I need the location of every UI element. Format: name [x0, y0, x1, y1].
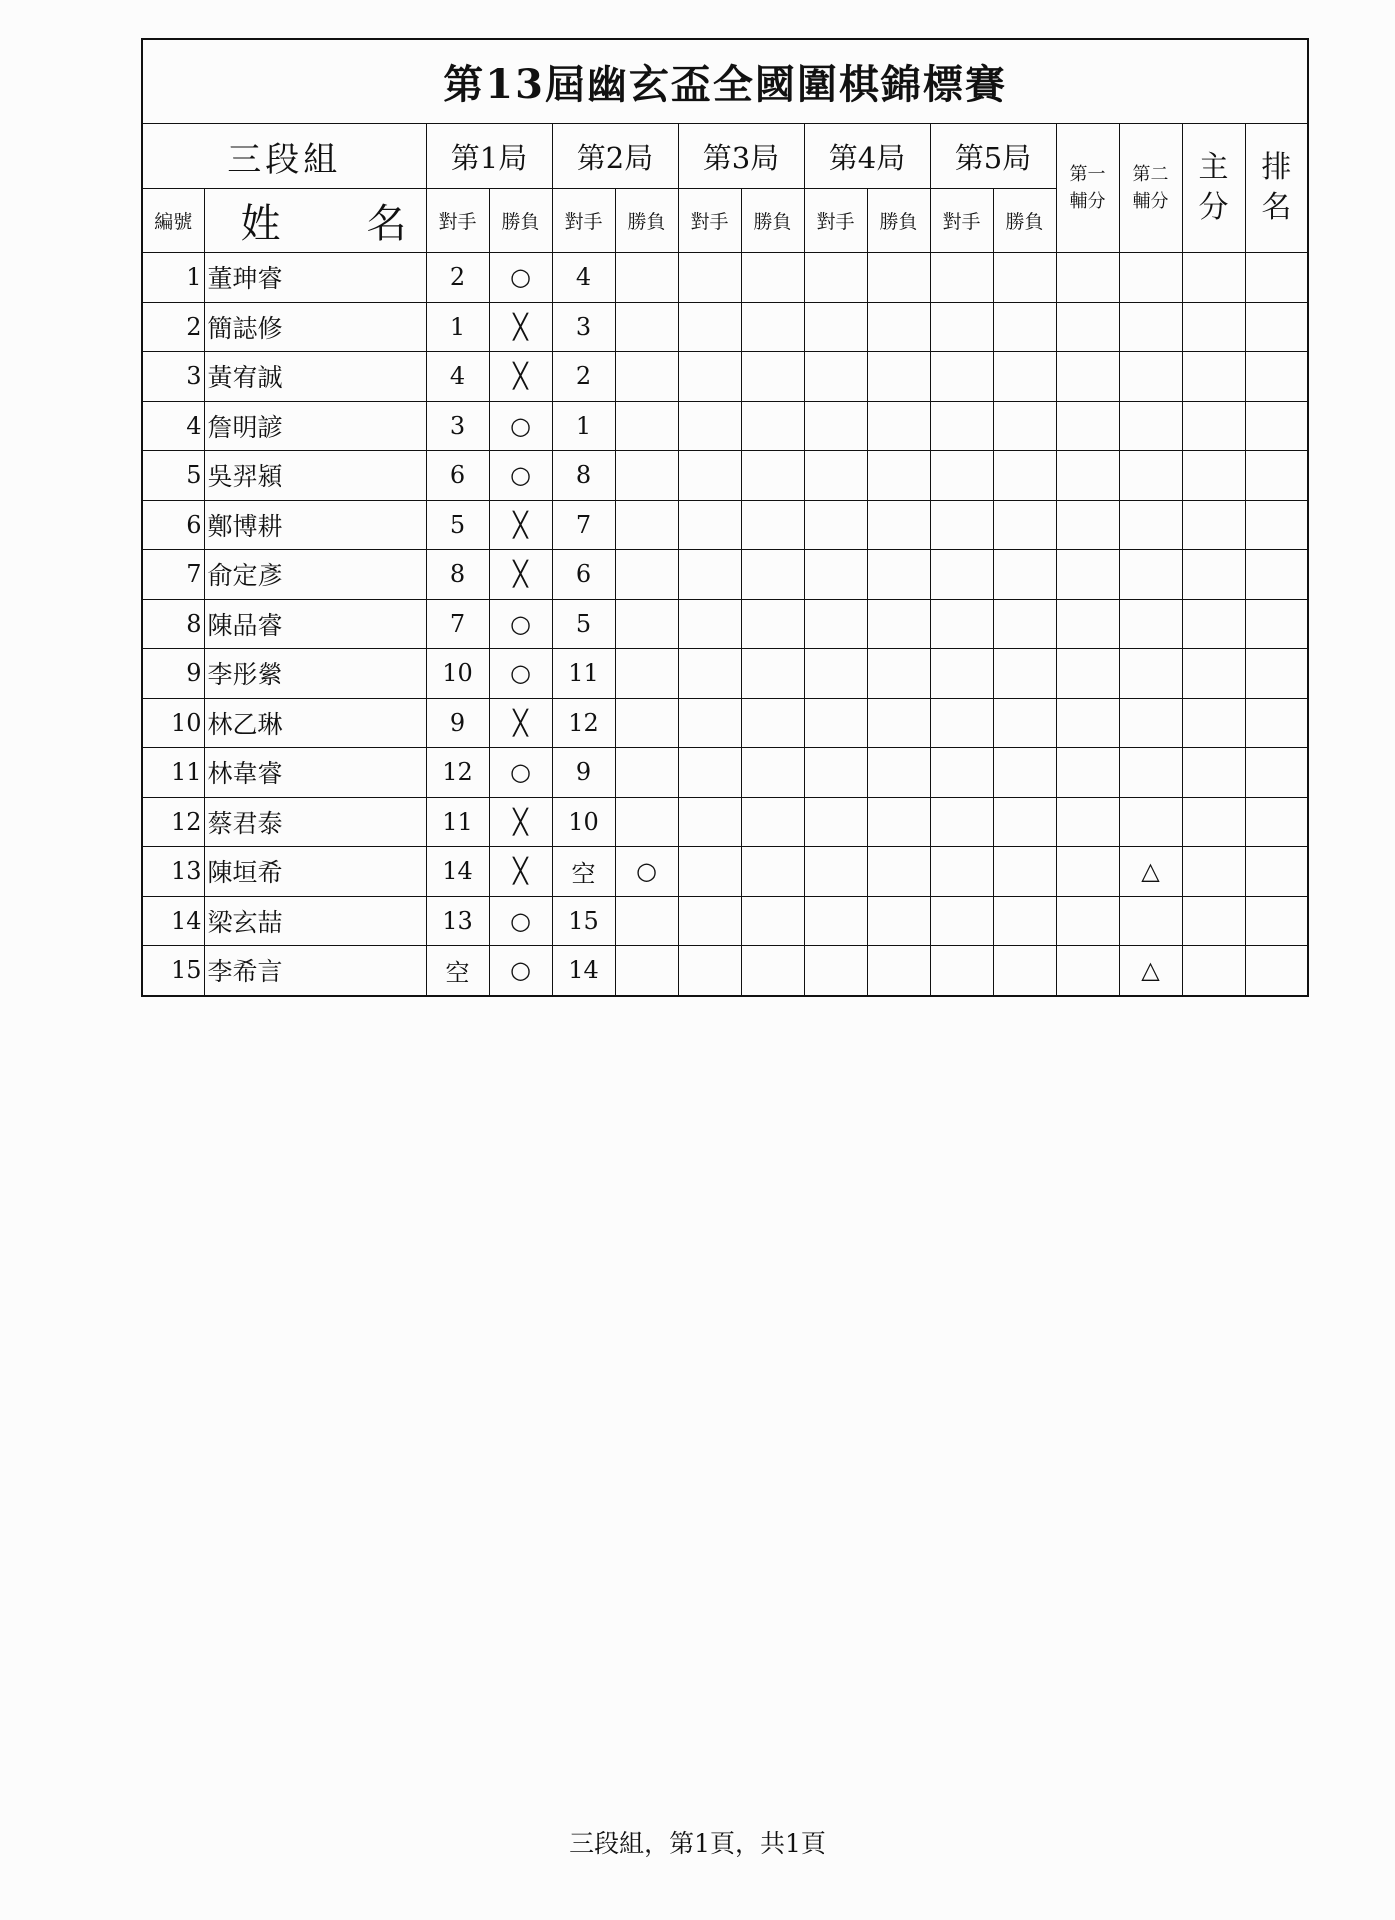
r4-opponent-header: 對手 [804, 189, 867, 253]
r4-result [867, 797, 930, 847]
r4-result [867, 748, 930, 798]
r2-opponent: 14 [552, 946, 615, 996]
rank [1245, 847, 1308, 897]
player-number: 10 [142, 698, 204, 748]
r3-opponent [678, 451, 741, 501]
player-number: 6 [142, 500, 204, 550]
r3-result [741, 698, 804, 748]
r3-opponent [678, 253, 741, 303]
r2-opponent: 10 [552, 797, 615, 847]
table-row [142, 500, 1308, 550]
r2-opponent: 4 [552, 253, 615, 303]
r2-opponent-header: 對手 [552, 189, 615, 253]
r5-result [993, 253, 1056, 303]
tiebreak-2 [1119, 352, 1182, 402]
r4-opponent [804, 896, 867, 946]
r1-result: ╳ [489, 847, 552, 897]
r4-opponent [804, 401, 867, 451]
r2-result [615, 748, 678, 798]
player-name: 陳垣希 [204, 847, 426, 897]
r3-opponent [678, 302, 741, 352]
main-score [1182, 352, 1245, 402]
r4-opponent [804, 847, 867, 897]
r1-result: ╳ [489, 797, 552, 847]
r1-opponent: 4 [426, 352, 489, 402]
table-row [142, 896, 1308, 946]
tiebreak-1-header: 第一 輔分 [1056, 124, 1119, 253]
tiebreak-1 [1056, 253, 1119, 303]
main-score [1182, 550, 1245, 600]
r3-opponent [678, 946, 741, 996]
rank [1245, 352, 1308, 402]
r3-opponent [678, 797, 741, 847]
round-2-header: 第2局 [552, 124, 678, 189]
r3-result [741, 550, 804, 600]
player-name: 李彤縈 [204, 649, 426, 699]
rank [1245, 253, 1308, 303]
r1-opponent-header: 對手 [426, 189, 489, 253]
player-number: 12 [142, 797, 204, 847]
tiebreak-1 [1056, 352, 1119, 402]
r2-result [615, 797, 678, 847]
main-score [1182, 649, 1245, 699]
r2-opponent: 1 [552, 401, 615, 451]
r4-result [867, 599, 930, 649]
r1-opponent: 3 [426, 401, 489, 451]
r5-result [993, 550, 1056, 600]
r2-result [615, 401, 678, 451]
r2-opponent: 5 [552, 599, 615, 649]
r4-opponent [804, 748, 867, 798]
player-number: 7 [142, 550, 204, 600]
table-row [142, 302, 1308, 352]
main-score [1182, 451, 1245, 501]
r5-opponent [930, 847, 993, 897]
player-name: 李希言 [204, 946, 426, 996]
player-name: 鄭博耕 [204, 500, 426, 550]
player-number: 2 [142, 302, 204, 352]
r1-result: ○ [489, 649, 552, 699]
r3-result [741, 847, 804, 897]
rank [1245, 302, 1308, 352]
player-name: 黃宥誠 [204, 352, 426, 402]
page-title: 第13屆幽玄盃全國圍棋錦標賽 [142, 39, 1308, 124]
r2-result [615, 649, 678, 699]
tiebreak-1 [1056, 748, 1119, 798]
tiebreak-1 [1056, 550, 1119, 600]
tiebreak-1 [1056, 599, 1119, 649]
player-number: 4 [142, 401, 204, 451]
r5-opponent [930, 649, 993, 699]
r3-result [741, 352, 804, 402]
r4-opponent [804, 500, 867, 550]
player-number: 13 [142, 847, 204, 897]
tiebreak-1 [1056, 698, 1119, 748]
main-score-header: 主 分 [1182, 124, 1245, 253]
player-name: 董珅睿 [204, 253, 426, 303]
r5-result [993, 302, 1056, 352]
main-score [1182, 698, 1245, 748]
r4-result [867, 550, 930, 600]
name-header: 姓 名 [204, 189, 426, 253]
r1-opponent: 13 [426, 896, 489, 946]
r5-result [993, 748, 1056, 798]
tiebreak-2: △ [1119, 847, 1182, 897]
r2-result [615, 352, 678, 402]
r4-opponent [804, 797, 867, 847]
table-row [142, 847, 1308, 897]
tiebreak-1 [1056, 896, 1119, 946]
r3-opponent [678, 500, 741, 550]
r4-result [867, 500, 930, 550]
r1-result: ╳ [489, 500, 552, 550]
player-name: 陳品睿 [204, 599, 426, 649]
rank-header: 排 名 [1245, 124, 1308, 253]
r2-opponent: 6 [552, 550, 615, 600]
tiebreak-2 [1119, 599, 1182, 649]
r5-opponent [930, 451, 993, 501]
table-row [142, 451, 1308, 501]
tiebreak-1 [1056, 847, 1119, 897]
r4-opponent [804, 649, 867, 699]
main-score [1182, 797, 1245, 847]
r1-opponent: 7 [426, 599, 489, 649]
player-name: 俞定彥 [204, 550, 426, 600]
r5-result [993, 649, 1056, 699]
r5-opponent [930, 302, 993, 352]
r1-result: ○ [489, 253, 552, 303]
r5-opponent [930, 599, 993, 649]
tiebreak-2 [1119, 896, 1182, 946]
r5-result-header: 勝負 [993, 189, 1056, 253]
player-number: 5 [142, 451, 204, 501]
r4-opponent [804, 550, 867, 600]
tiebreak-2 [1119, 550, 1182, 600]
r1-opponent: 11 [426, 797, 489, 847]
r4-opponent [804, 698, 867, 748]
round-3-header: 第3局 [678, 124, 804, 189]
r1-opponent: 2 [426, 253, 489, 303]
tiebreak-2 [1119, 302, 1182, 352]
r3-opponent [678, 550, 741, 600]
table-row [142, 352, 1308, 402]
r5-result [993, 599, 1056, 649]
tiebreak-1 [1056, 946, 1119, 996]
tiebreak-1 [1056, 401, 1119, 451]
r1-opponent: 12 [426, 748, 489, 798]
r4-result [867, 451, 930, 501]
r4-result-header: 勝負 [867, 189, 930, 253]
player-name: 詹明諺 [204, 401, 426, 451]
r3-result [741, 401, 804, 451]
table-row [142, 797, 1308, 847]
main-score [1182, 253, 1245, 303]
player-name: 蔡君泰 [204, 797, 426, 847]
round-4-header: 第4局 [804, 124, 930, 189]
r4-result [867, 649, 930, 699]
rank [1245, 748, 1308, 798]
player-name: 林乙琳 [204, 698, 426, 748]
r3-opponent [678, 599, 741, 649]
r4-opponent [804, 451, 867, 501]
r5-opponent [930, 352, 993, 402]
player-number: 8 [142, 599, 204, 649]
r5-opponent [930, 401, 993, 451]
r3-result [741, 599, 804, 649]
r3-result [741, 946, 804, 996]
r3-result-header: 勝負 [741, 189, 804, 253]
r3-result [741, 649, 804, 699]
main-score [1182, 896, 1245, 946]
r1-result: ○ [489, 599, 552, 649]
r3-result [741, 500, 804, 550]
r2-result [615, 896, 678, 946]
player-number: 15 [142, 946, 204, 996]
tiebreak-2 [1119, 698, 1182, 748]
r1-opponent: 6 [426, 451, 489, 501]
r2-result [615, 599, 678, 649]
r4-result [867, 401, 930, 451]
r5-result [993, 896, 1056, 946]
r3-result [741, 302, 804, 352]
main-score [1182, 847, 1245, 897]
r5-result [993, 698, 1056, 748]
r1-result: ○ [489, 946, 552, 996]
r4-result [867, 946, 930, 996]
r3-opponent [678, 847, 741, 897]
r1-result: ╳ [489, 302, 552, 352]
main-score [1182, 748, 1245, 798]
table-row [142, 401, 1308, 451]
r1-opponent: 14 [426, 847, 489, 897]
r5-result [993, 847, 1056, 897]
rank [1245, 896, 1308, 946]
player-number: 9 [142, 649, 204, 699]
tiebreak-1 [1056, 500, 1119, 550]
r2-result [615, 302, 678, 352]
r2-result [615, 946, 678, 996]
r2-opponent: 空 [552, 847, 615, 897]
r1-result: ╳ [489, 550, 552, 600]
player-number: 14 [142, 896, 204, 946]
score-sheet [141, 38, 1307, 997]
table-row [142, 649, 1308, 699]
r5-result [993, 401, 1056, 451]
main-score [1182, 946, 1245, 996]
r5-opponent [930, 797, 993, 847]
r1-result: ○ [489, 451, 552, 501]
r5-opponent [930, 748, 993, 798]
r2-result [615, 550, 678, 600]
player-number: 1 [142, 253, 204, 303]
main-score [1182, 500, 1245, 550]
r2-result [615, 451, 678, 501]
r4-result [867, 698, 930, 748]
r1-result: ○ [489, 896, 552, 946]
group-name: 三段組 [142, 124, 426, 189]
r3-result [741, 797, 804, 847]
tiebreak-2 [1119, 401, 1182, 451]
r3-opponent [678, 698, 741, 748]
r2-opponent: 8 [552, 451, 615, 501]
r3-result [741, 253, 804, 303]
r2-opponent: 11 [552, 649, 615, 699]
r5-opponent [930, 698, 993, 748]
tiebreak-1 [1056, 302, 1119, 352]
r3-opponent [678, 896, 741, 946]
round-5-header: 第5局 [930, 124, 1056, 189]
tiebreak-1 [1056, 451, 1119, 501]
player-name: 簡誌修 [204, 302, 426, 352]
rank [1245, 649, 1308, 699]
r1-opponent: 5 [426, 500, 489, 550]
r2-opponent: 7 [552, 500, 615, 550]
rank [1245, 946, 1308, 996]
tiebreak-2 [1119, 797, 1182, 847]
rank [1245, 401, 1308, 451]
r4-result [867, 896, 930, 946]
r2-opponent: 12 [552, 698, 615, 748]
r5-opponent [930, 946, 993, 996]
r2-opponent: 15 [552, 896, 615, 946]
r4-opponent [804, 352, 867, 402]
r1-opponent: 10 [426, 649, 489, 699]
r1-opponent: 9 [426, 698, 489, 748]
r1-opponent: 空 [426, 946, 489, 996]
r5-opponent [930, 253, 993, 303]
r5-result [993, 946, 1056, 996]
r1-opponent: 1 [426, 302, 489, 352]
r3-opponent [678, 748, 741, 798]
r3-result [741, 896, 804, 946]
r4-opponent [804, 946, 867, 996]
rank [1245, 599, 1308, 649]
r5-result [993, 797, 1056, 847]
tiebreak-2-header: 第二 輔分 [1119, 124, 1182, 253]
number-header: 編號 [142, 189, 204, 253]
main-score [1182, 401, 1245, 451]
r1-result: ╳ [489, 698, 552, 748]
rank [1245, 698, 1308, 748]
r4-opponent [804, 253, 867, 303]
main-score [1182, 302, 1245, 352]
tiebreak-1 [1056, 649, 1119, 699]
r2-opponent: 9 [552, 748, 615, 798]
table-row [142, 748, 1308, 798]
tiebreak-2: △ [1119, 946, 1182, 996]
table-row [142, 550, 1308, 600]
r4-result [867, 253, 930, 303]
r3-opponent-header: 對手 [678, 189, 741, 253]
r3-result [741, 451, 804, 501]
main-score [1182, 599, 1245, 649]
r4-opponent [804, 302, 867, 352]
r3-opponent [678, 401, 741, 451]
player-number: 11 [142, 748, 204, 798]
r4-result [867, 302, 930, 352]
player-name: 梁玄喆 [204, 896, 426, 946]
r5-result [993, 451, 1056, 501]
r5-result [993, 500, 1056, 550]
rank [1245, 550, 1308, 600]
r4-opponent [804, 599, 867, 649]
r2-opponent: 2 [552, 352, 615, 402]
tiebreak-2 [1119, 253, 1182, 303]
table-row [142, 253, 1308, 303]
page-footer: 三段組，第1頁，共1頁 [569, 1829, 826, 1858]
r2-opponent: 3 [552, 302, 615, 352]
r2-result [615, 500, 678, 550]
player-name: 吳羿潁 [204, 451, 426, 501]
r3-opponent [678, 649, 741, 699]
table-row [142, 946, 1308, 996]
r5-result [993, 352, 1056, 402]
tiebreak-2 [1119, 500, 1182, 550]
r2-result-header: 勝負 [615, 189, 678, 253]
r4-result [867, 847, 930, 897]
results-table [141, 38, 1309, 997]
r3-result [741, 748, 804, 798]
rank [1245, 451, 1308, 501]
r2-result [615, 698, 678, 748]
r1-result: ○ [489, 748, 552, 798]
rank [1245, 500, 1308, 550]
tiebreak-2 [1119, 451, 1182, 501]
r1-result: ○ [489, 401, 552, 451]
r2-result: ○ [615, 847, 678, 897]
table-row [142, 698, 1308, 748]
tiebreak-2 [1119, 649, 1182, 699]
r4-result [867, 352, 930, 402]
r1-result: ╳ [489, 352, 552, 402]
rank [1245, 797, 1308, 847]
tiebreak-1 [1056, 797, 1119, 847]
table-row [142, 599, 1308, 649]
r2-result [615, 253, 678, 303]
r5-opponent [930, 896, 993, 946]
tiebreak-2 [1119, 748, 1182, 798]
round-1-header: 第1局 [426, 124, 552, 189]
r3-opponent [678, 352, 741, 402]
player-name: 林韋睿 [204, 748, 426, 798]
r5-opponent-header: 對手 [930, 189, 993, 253]
r1-opponent: 8 [426, 550, 489, 600]
r5-opponent [930, 500, 993, 550]
player-number: 3 [142, 352, 204, 402]
r5-opponent [930, 550, 993, 600]
r1-result-header: 勝負 [489, 189, 552, 253]
